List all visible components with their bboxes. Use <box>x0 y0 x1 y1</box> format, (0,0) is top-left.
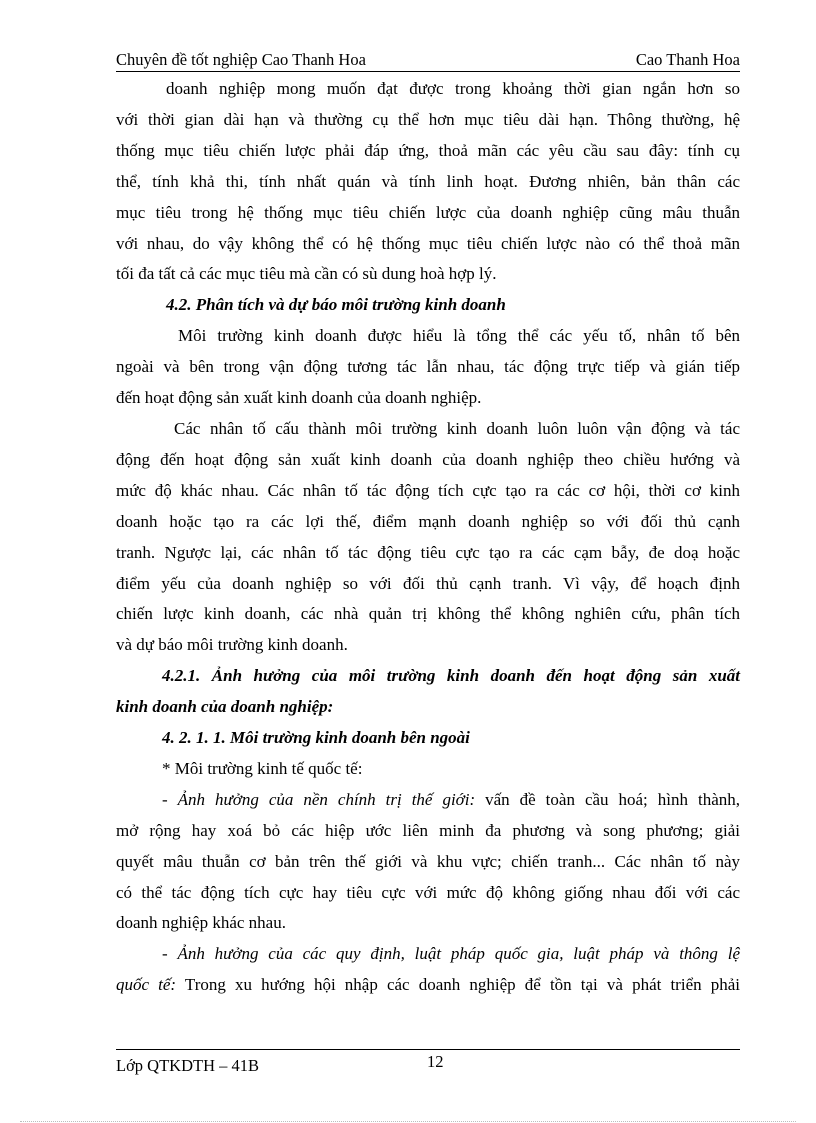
text-line: động đến hoạt động sản xuất kinh doanh của doanh nghiệp theo chiều hướng và <box>116 449 740 469</box>
footer-class-label: Lớp QTKDTH – 41B <box>116 1056 260 1075</box>
text-line: quyết mâu thuẫn cơ bản trên thế giới và khu vực; chiến tranh... Các nhân tố này <box>116 851 740 871</box>
text-line: có thể tác động tích cực hay tiêu cực với mức độ không giống nhau đối với các <box>116 882 740 902</box>
heading-line: 4.2.1. Ảnh hưởng của môi trường kinh doanh đến hoạt động sản xuất <box>162 666 740 686</box>
text-line: thể, tính khả thi, tính nhất quán và tính linh hoạt. Đương nhiên, bản thân các <box>116 171 740 191</box>
text-line: - Ảnh hưởng của các quy định, luật pháp quốc gia, luật pháp và thông lệ <box>162 944 740 964</box>
text-line: doanh nghiệp mong muốn đạt được trong khoảng thời gian ngắn hơn so <box>166 79 740 98</box>
paragraph-world-politics <box>116 785 740 940</box>
paragraph-environment-definition <box>116 321 740 414</box>
header-rule <box>116 71 740 72</box>
body-text <box>116 74 740 1001</box>
text-line: điểm yếu của doanh nghiệp so với đối thủ cạnh tranh. Vì vậy, để hoạch định <box>116 573 740 593</box>
text-line <box>116 785 740 816</box>
text-line: mở rộng hay xoá bỏ các hiệp ước liên minh đa phương và song phương; giải <box>116 820 740 840</box>
text-line: doanh hoặc tạo ra các lợi thế, điểm mạnh doanh nghiệp so với đối thủ cạnh <box>116 511 740 531</box>
text-line: mục tiêu trong hệ thống mục tiêu chiến lược của doanh nghiệp cũng mâu thuẫn <box>116 202 740 222</box>
text-line <box>116 970 740 1001</box>
paragraph-laws-regulations <box>116 939 740 1001</box>
heading-line: kinh doanh của doanh nghiệp: <box>116 697 334 717</box>
header-author: Cao Thanh Hoa <box>635 50 740 69</box>
header-title: Chuyên đề tốt nghiệp Cao Thanh Hoa <box>116 50 366 69</box>
text-line: Các nhân tố cấu thành môi trường kinh doanh luôn luôn vận động và tác <box>174 418 740 438</box>
text-line: ngoài và bên trong vận động tương tác lẫn nhau, tác động trực tiếp và gián tiếp <box>116 357 740 377</box>
text-line: thống mục tiêu chiến lược phải đáp ứng, thoả mãn các yêu cầu sau đây: tính cụ <box>116 140 740 160</box>
heading-4-2-1-1: 4. 2. 1. 1. Môi trường kinh doanh bên ngoài <box>162 728 470 748</box>
text-line: với thời gian dài hạn và thường cụ thể hơn mục tiêu dài hạn. Thông thường, hệ <box>116 109 740 129</box>
italic-lead: quốc tế: <box>116 975 177 995</box>
text-line: doanh nghiệp khác nhau. <box>116 913 286 933</box>
text-line: tối đa tất cả các mục tiêu mà cần có sù dung hoà hợp lý. <box>116 264 497 284</box>
text-line: và dự báo môi trường kinh doanh. <box>116 635 348 655</box>
text-line: đến hoạt động sản xuất kinh doanh của doanh nghiệp. <box>116 388 482 408</box>
text-line: chiến lược kinh doanh, các nhà quản trị không thể không nghiên cứu, phân tích <box>116 604 740 624</box>
paragraph-objectives <box>116 74 740 290</box>
text-line: tranh. Ngược lại, các nhân tố tác động tiêu cực tạo ra các cạm bẫy, đe doạ hoặc <box>116 542 740 562</box>
page-header <box>116 50 740 70</box>
page-break-divider <box>20 1121 796 1122</box>
text-span: Trong xu hướng hội nhập các doanh nghiệp để tồn tại và phát triển phải <box>176 975 740 995</box>
text-line: với nhau, do vậy không thể có hệ thống mục tiêu chiến lược nào có thể thoả mãn <box>116 233 740 253</box>
italic-lead: - Ảnh hưởng của nền chính trị thế giới: <box>162 789 476 809</box>
paragraph-environment-factors <box>116 414 740 661</box>
text-line: mức độ khác nhau. Các nhân tố tác động tích cực tạo ra các cơ hội, thời cơ kinh <box>116 480 740 500</box>
text-line: Môi trường kinh doanh được hiểu là tổng thể các yếu tố, nhân tố bên <box>178 326 740 346</box>
text-span: vấn đề toàn cầu hoá; hình thành, <box>475 789 740 809</box>
bullet-international-economy: * Môi trường kinh tế quốc tế: <box>162 758 363 778</box>
page-number: 12 <box>427 1052 444 1071</box>
footer-rule <box>116 1049 740 1050</box>
heading-4-2-1 <box>116 661 740 723</box>
heading-4-2: 4.2. Phân tích và dự báo môi trường kinh doanh <box>166 295 506 315</box>
